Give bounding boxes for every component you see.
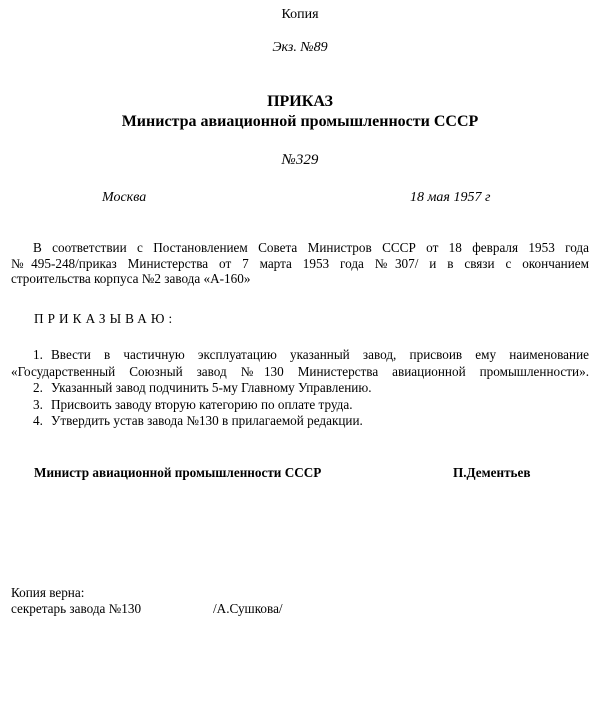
- document-type: ПРИКАЗ: [267, 93, 333, 110]
- copy-mark: Копия: [281, 7, 319, 22]
- attestation-position: секретарь завода №130: [11, 601, 142, 616]
- item-number: 4.: [33, 413, 43, 428]
- exemplar-number: Экз. №89: [272, 40, 328, 55]
- order-item-4: [11, 413, 589, 430]
- preamble: [11, 240, 589, 287]
- signatory-role: Министр авиационной промышленности СССР: [34, 465, 322, 480]
- signatory-name: П.Дементьев: [453, 465, 531, 480]
- order-number: №329: [281, 152, 319, 168]
- attestation-label: Копия верна:: [11, 585, 85, 600]
- item-text: Присвоить заводу вторую категорию по оплате труда.: [51, 396, 353, 412]
- item-number: 3.: [33, 396, 43, 412]
- preamble-line: строительства корпуса №2 завода «А-160»: [11, 271, 251, 286]
- date: 18 мая 1957 г: [410, 190, 491, 205]
- attestation-name: /А.Сушкова/: [213, 601, 283, 616]
- item-number: 1.: [33, 347, 43, 362]
- preamble-line: №495-248/приказ Министерства от 7 марта 1953 года №307/ и в связи с окончанием: [11, 255, 589, 271]
- order-item-1: [11, 347, 589, 364]
- item-number: 2.: [33, 380, 43, 395]
- preamble-line: В соответствии с Постановлением Совета Министров СССР от 18 февраля 1953 года: [33, 240, 589, 255]
- item-text: Утвердить устав завода №130 в прилагаемой редакции.: [51, 413, 363, 428]
- order-item-3: [11, 397, 589, 414]
- order-item-1-continuation: «Государственный Союзный завод №130 Министерства авиационной промышленности».: [11, 363, 589, 379]
- order-items: [11, 347, 589, 430]
- place: Москва: [102, 190, 147, 205]
- document-issuer: Министра авиационной промышленности СССР: [121, 113, 479, 130]
- order-word: ПРИКАЗЫВАЮ:: [34, 311, 177, 326]
- item-text: Указанный завод подчинить 5-му Главному Управлению.: [51, 380, 372, 395]
- item-text: Ввести в частичную эксплуатацию указанный завод, присвоив ему наименование: [51, 347, 589, 362]
- order-item-2: [11, 380, 589, 397]
